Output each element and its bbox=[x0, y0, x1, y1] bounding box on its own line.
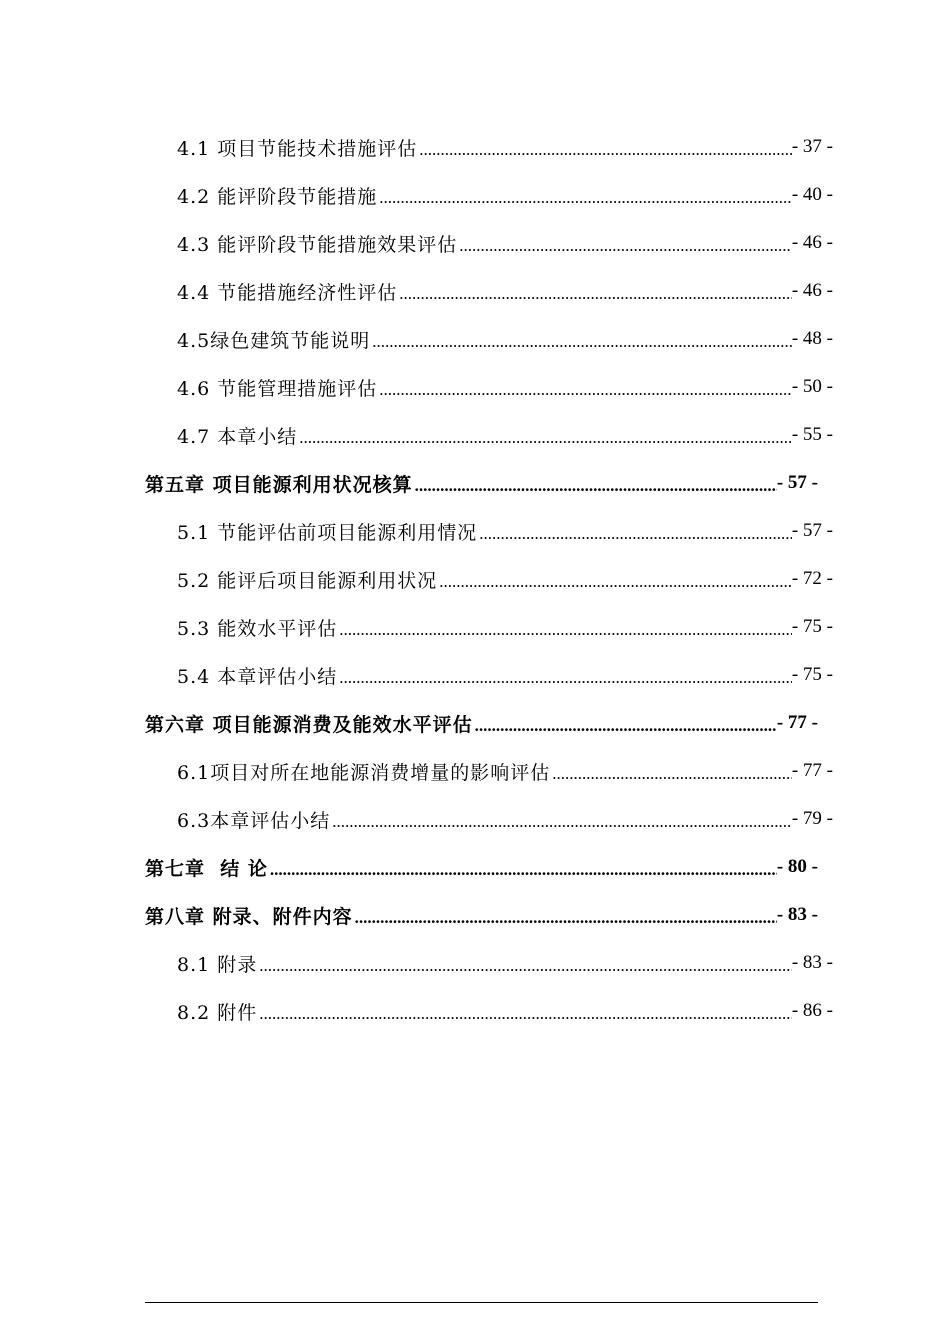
toc-entry-title: 4.2 能评阶段节能措施 bbox=[177, 185, 378, 208]
toc-entry-title: 4.3 能评阶段节能措施效果评估 bbox=[177, 233, 458, 256]
toc-entry-page: - 50 - bbox=[791, 376, 833, 397]
toc-entry-page: - 46 - bbox=[791, 280, 833, 301]
toc-chapter-6[interactable] bbox=[145, 699, 818, 747]
table-of-contents bbox=[0, 123, 950, 1035]
toc-entry-title: 6.3本章评估小结 bbox=[177, 809, 331, 832]
dot-leader bbox=[459, 236, 792, 256]
toc-entry-5-1[interactable] bbox=[177, 507, 833, 555]
toc-chapter-page: - 80 - bbox=[776, 856, 818, 877]
toc-entry-title: 8.2 附件 bbox=[177, 1001, 258, 1024]
dot-leader bbox=[339, 668, 792, 688]
dot-leader bbox=[379, 380, 792, 400]
dot-leader bbox=[475, 716, 777, 736]
toc-entry-title: 6.1项目对所在地能源消费增量的影响评估 bbox=[177, 761, 551, 784]
toc-entry-page: - 40 - bbox=[791, 184, 833, 205]
toc-entry-4-3[interactable] bbox=[177, 219, 833, 267]
toc-entry-page: - 77 - bbox=[791, 760, 833, 781]
dot-leader bbox=[339, 620, 792, 640]
toc-entry-4-5[interactable] bbox=[177, 315, 833, 363]
toc-entry-6-3[interactable] bbox=[177, 795, 833, 843]
toc-entry-page: - 57 - bbox=[791, 520, 833, 541]
toc-entry-4-2[interactable] bbox=[177, 171, 833, 219]
footer-divider bbox=[145, 1302, 818, 1303]
dot-leader bbox=[419, 140, 792, 160]
toc-entry-page: - 75 - bbox=[791, 664, 833, 685]
toc-entry-page: - 86 - bbox=[791, 1000, 833, 1021]
toc-entry-4-6[interactable] bbox=[177, 363, 833, 411]
toc-chapter-page: - 77 - bbox=[776, 712, 818, 733]
toc-entry-title: 8.1 附录 bbox=[177, 953, 258, 976]
toc-chapter-title: 第五章 项目能源利用状况核算 bbox=[145, 473, 413, 496]
dot-leader bbox=[355, 908, 777, 928]
toc-entry-title: 4.1 项目节能技术措施评估 bbox=[177, 137, 418, 160]
toc-entry-title: 4.5绿色建筑节能说明 bbox=[177, 329, 371, 352]
toc-entry-page: - 46 - bbox=[791, 232, 833, 253]
dot-leader bbox=[399, 284, 792, 304]
toc-entry-5-3[interactable] bbox=[177, 603, 833, 651]
dot-leader bbox=[415, 476, 777, 496]
dot-leader bbox=[259, 956, 792, 976]
toc-entry-page: - 79 - bbox=[791, 808, 833, 829]
toc-entry-6-1[interactable] bbox=[177, 747, 833, 795]
toc-entry-page: - 48 - bbox=[791, 328, 833, 349]
toc-entry-page: - 83 - bbox=[791, 952, 833, 973]
toc-entry-page: - 55 - bbox=[791, 424, 833, 445]
toc-chapter-page: - 57 - bbox=[776, 472, 818, 493]
dot-leader bbox=[259, 1004, 792, 1024]
toc-entry-title: 5.1 节能评估前项目能源利用情况 bbox=[177, 521, 478, 544]
toc-entry-4-4[interactable] bbox=[177, 267, 833, 315]
dot-leader bbox=[372, 332, 792, 352]
dot-leader bbox=[552, 764, 792, 784]
toc-entry-8-1[interactable] bbox=[177, 939, 833, 987]
toc-entry-title: 4.7 本章小结 bbox=[177, 425, 298, 448]
toc-entry-5-4[interactable] bbox=[177, 651, 833, 699]
toc-chapter-5[interactable] bbox=[145, 459, 818, 507]
toc-entry-4-7[interactable] bbox=[177, 411, 833, 459]
toc-chapter-title: 第六章 项目能源消费及能效水平评估 bbox=[145, 713, 473, 736]
toc-entry-page: - 37 - bbox=[791, 136, 833, 157]
toc-entry-title: 4.6 节能管理措施评估 bbox=[177, 377, 378, 400]
dot-leader bbox=[439, 572, 792, 592]
dot-leader bbox=[332, 812, 792, 832]
toc-entry-page: - 72 - bbox=[791, 568, 833, 589]
toc-chapter-title: 第八章 附录、附件内容 bbox=[145, 905, 353, 928]
toc-entry-8-2[interactable] bbox=[177, 987, 833, 1035]
toc-entry-title: 5.3 能效水平评估 bbox=[177, 617, 338, 640]
toc-entry-title: 4.4 节能措施经济性评估 bbox=[177, 281, 398, 304]
toc-entry-page: - 75 - bbox=[791, 616, 833, 637]
dot-leader bbox=[479, 524, 792, 544]
toc-chapter-title: 第七章 结 论 bbox=[145, 857, 268, 880]
toc-entry-5-2[interactable] bbox=[177, 555, 833, 603]
toc-entry-title: 5.4 本章评估小结 bbox=[177, 665, 338, 688]
dot-leader bbox=[299, 428, 792, 448]
dot-leader bbox=[379, 188, 792, 208]
toc-entry-4-1[interactable] bbox=[177, 123, 833, 171]
toc-entry-title: 5.2 能评后项目能源利用状况 bbox=[177, 569, 438, 592]
dot-leader bbox=[270, 860, 777, 880]
toc-chapter-7[interactable] bbox=[145, 843, 818, 891]
toc-chapter-page: - 83 - bbox=[776, 904, 818, 925]
toc-chapter-8[interactable] bbox=[145, 891, 818, 939]
